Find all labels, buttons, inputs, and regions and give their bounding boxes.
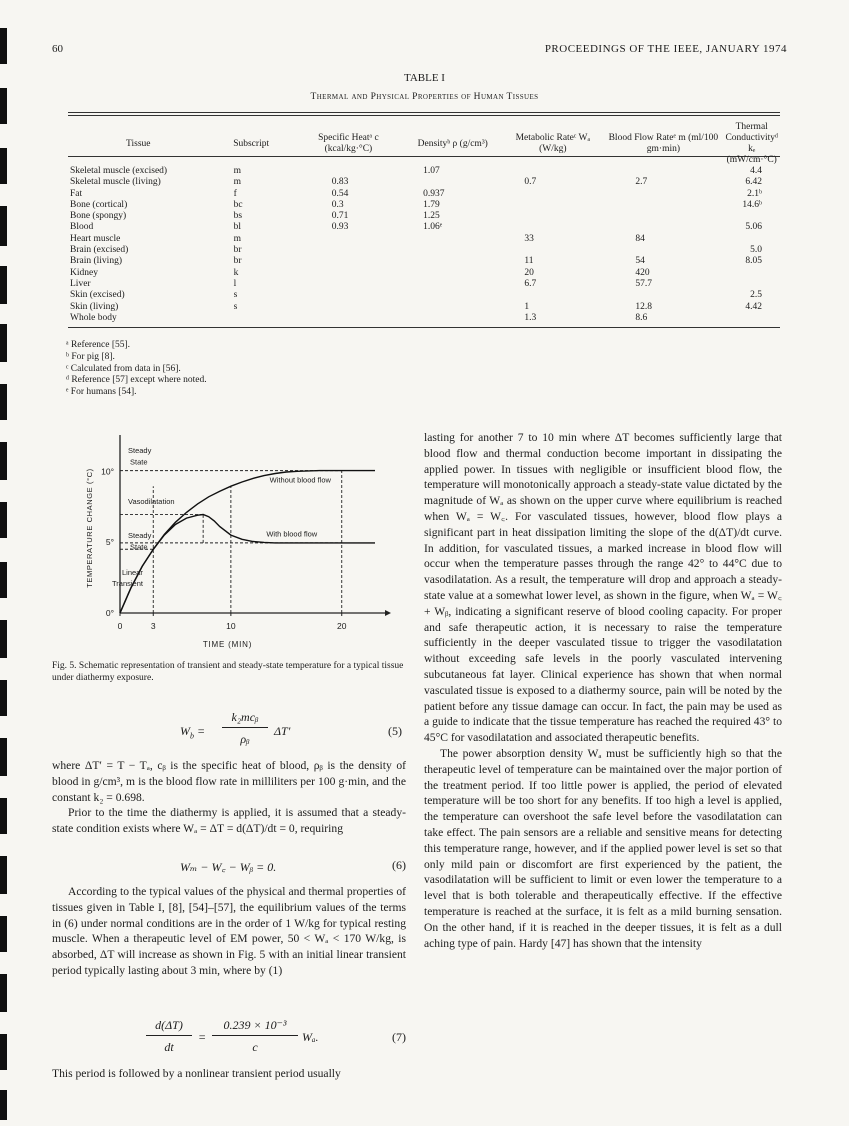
column-header: Metabolic Rateᶜ Wₐ (W/kg) — [515, 133, 591, 154]
eq7-numerator: d(ΔT) — [155, 1018, 183, 1032]
table-cell: 6.42 — [745, 177, 762, 188]
table-cell: 2.7 — [635, 177, 648, 188]
table-cell — [502, 290, 603, 301]
table-row — [68, 256, 780, 267]
table-cell — [603, 290, 723, 301]
table-cell: 12.8 — [635, 301, 652, 312]
table-row — [68, 166, 780, 177]
column-header: Tissue — [126, 138, 151, 149]
table-cell: bl — [233, 222, 241, 233]
table-cell — [502, 211, 603, 222]
table-cell — [294, 256, 403, 267]
table-cell: 4.42 — [745, 301, 762, 312]
table-cell — [603, 189, 723, 200]
eq7-denominator: dt — [164, 1040, 174, 1054]
table-cell: bs — [233, 211, 243, 222]
binding-mark — [0, 324, 7, 362]
x-axis-label: TIME (MIN) — [202, 640, 253, 649]
eq5-denominator: ρᵦ — [240, 732, 250, 746]
table-cell — [294, 313, 403, 324]
table-row — [68, 189, 780, 200]
binding-mark — [0, 738, 7, 776]
tissue-properties-table — [68, 122, 780, 324]
right-column-text — [424, 430, 782, 951]
table-cell: 0.93 — [331, 222, 349, 233]
table-cell — [294, 166, 403, 177]
footnote: ᶜ Calculated from data in [56]. — [66, 363, 181, 374]
binding-mark — [0, 206, 7, 246]
table-cell: 5.0 — [750, 245, 762, 256]
binding-mark — [0, 442, 7, 480]
paragraph: where ΔT′ = T − Tₐ, cᵦ is the specific heat of blood, ρᵦ is the density of blood in g/cm³, m is the blood flow rate in milliliters per 100 g·min, and the constant k₂ = 0.698. — [52, 759, 406, 804]
binding-mark — [0, 1090, 7, 1120]
eq7-mid-fraction-bar — [212, 1035, 298, 1036]
table-cell — [294, 234, 403, 245]
x-tick-label: 0 — [117, 621, 123, 631]
footnote: ᵈ Reference [57] except where noted. — [66, 375, 207, 386]
table-cell — [603, 245, 723, 256]
table-cell: Kidney — [70, 267, 98, 278]
table-cell — [403, 302, 502, 313]
annotation-label: With blood flow — [266, 529, 318, 539]
table-subtitle: Thermal and Physical Properties of Human Tissues — [310, 92, 539, 102]
annotation-label: Transient — [112, 579, 143, 589]
binding-mark — [0, 384, 7, 420]
table-cell: 420 — [635, 267, 650, 278]
binding-mark — [0, 1034, 7, 1070]
table-cell: 0.937 — [423, 188, 445, 199]
table-cell: 1 — [524, 301, 530, 312]
table-cell: 8.05 — [745, 256, 762, 267]
table-row — [68, 245, 780, 256]
table-cell: Bone (spongy) — [70, 211, 127, 222]
eq5-rhs: ΔT′ — [274, 724, 291, 738]
table-cell: 20 — [524, 267, 534, 278]
x-tick-label: 10 — [226, 621, 236, 631]
eq6-number: (6) — [392, 858, 406, 872]
table-cell — [603, 166, 723, 177]
footnote: ᵃ Reference [55]. — [66, 340, 131, 350]
column-header: Blood Flow Rateᵉ m (ml/100 gm·min) — [608, 133, 719, 154]
paragraph: This period is followed by a nonlinear transient period usually — [52, 1067, 341, 1080]
column-header: Thermal Conductivityᵈ kₑ (mW/cm·°C) — [725, 122, 779, 165]
table-row — [68, 200, 780, 211]
table-cell: 6.7 — [524, 278, 537, 289]
table-row — [68, 290, 780, 301]
table-cell — [209, 313, 294, 324]
table-cell: Skin (excised) — [70, 290, 125, 301]
left-column-text-3 — [52, 1066, 406, 1082]
table-cell — [502, 245, 603, 256]
table-cell — [294, 268, 403, 279]
table-cell — [294, 245, 403, 256]
y-axis-label: TEMPERATURE CHANGE (°C) — [85, 468, 94, 588]
table-cell — [502, 189, 603, 200]
table-cell: l — [233, 278, 237, 289]
table-cell — [723, 268, 780, 279]
column-header: Densityᵇ ρ (g/cm³) — [417, 138, 488, 149]
eq7-fraction-bar — [146, 1035, 192, 1036]
footnote: ᵉ For humans [54]. — [66, 387, 137, 398]
table-cell: 1.79 — [423, 199, 440, 210]
footnote: ᵇ For pig [8]. — [66, 351, 115, 362]
page-number: 60 — [52, 43, 63, 55]
column-header: Subscript — [233, 138, 270, 149]
binding-mark — [0, 856, 7, 894]
table-cell: 0.3 — [331, 199, 344, 210]
table-cell: 0.71 — [331, 211, 349, 222]
table-row — [68, 302, 780, 313]
table-cell: 84 — [635, 233, 645, 244]
table-cell: 2.1ᵇ — [747, 188, 762, 199]
table-cell: 14.6ᵇ — [742, 199, 762, 210]
annotation-label: State — [130, 542, 148, 552]
table-cell — [403, 268, 502, 279]
x-tick-label: 20 — [337, 621, 347, 631]
table-cell: Skeletal muscle (living) — [70, 177, 161, 188]
table-cell: 1.25 — [423, 211, 440, 222]
table-cell: 5.06 — [745, 222, 762, 233]
table-cell — [403, 256, 502, 267]
table-cell — [603, 200, 723, 211]
x-tick-label: 3 — [150, 621, 156, 631]
eq5-number: (5) — [388, 724, 402, 738]
table-cell: Skin (living) — [70, 301, 119, 312]
y-tick-label: 0° — [105, 608, 114, 618]
y-tick-label: 5° — [105, 537, 114, 548]
table-cell: Fat — [70, 188, 83, 199]
figure-caption: Fig. 5. Schematic representation of transient and steady-state temperature for a typical tissue under diathermy exposure. — [52, 661, 404, 683]
table-cell: m — [233, 233, 241, 244]
annotation-label: Vasodilatation — [128, 496, 175, 506]
eq7-mid-numerator: 0.239 × 10⁻³ — [223, 1018, 287, 1032]
binding-mark — [0, 502, 7, 538]
table-cell — [723, 211, 780, 222]
binding-mark — [0, 680, 7, 716]
table-cell: Blood — [70, 222, 94, 233]
table-cell — [723, 279, 780, 290]
table-cell: bc — [233, 199, 243, 210]
eq7-equals: = — [198, 1030, 207, 1044]
eq7-number: (7) — [392, 1030, 406, 1044]
binding-mark — [0, 562, 7, 598]
table-cell: Whole body — [70, 312, 117, 323]
eq5-numerator: k₂mcᵦ — [231, 710, 259, 724]
table-cell: Bone (cortical) — [70, 199, 128, 210]
table-cell: 2.5 — [750, 290, 762, 301]
table-cell: 4.4 — [750, 166, 762, 176]
eq6-body: Wₘ − W꜀ − Wᵦ = 0. — [180, 860, 277, 874]
y-tick-label: 10° — [101, 466, 114, 477]
binding-mark — [0, 266, 7, 304]
table-cell — [603, 211, 723, 222]
table-cell: 0.54 — [331, 188, 349, 199]
table-cell: Liver — [70, 278, 91, 289]
table-cell — [294, 302, 403, 313]
table-cell: 0.83 — [331, 177, 349, 188]
table-row — [68, 177, 780, 188]
eq5-lhs: $W_b$ = — [180, 724, 206, 741]
table-cell — [294, 290, 403, 301]
table-top-rule — [68, 112, 780, 113]
table-cell: 11 — [524, 256, 534, 267]
table-cell: Skeletal muscle (excised) — [70, 166, 168, 176]
equation-7 — [52, 1018, 406, 1060]
table-cell: m — [233, 177, 241, 188]
table-cell: 0.7 — [524, 177, 537, 188]
table-footnotes — [66, 340, 207, 399]
annotation-label: State — [130, 457, 148, 467]
table-cell: m — [233, 166, 241, 176]
running-title: PROCEEDINGS OF THE IEEE, JANUARY 1974 — [544, 43, 787, 55]
table-cell: Heart muscle — [70, 233, 121, 244]
left-column-text — [52, 758, 406, 837]
table-cell: k — [233, 267, 239, 278]
eq7-mid-denominator: c — [252, 1040, 258, 1054]
binding-mark — [0, 148, 7, 184]
eq5-fraction-bar — [222, 727, 268, 728]
equation-6 — [52, 858, 406, 878]
table-cell — [403, 177, 502, 188]
table-cell — [723, 234, 780, 245]
table-cell — [403, 234, 502, 245]
left-column-text-2 — [52, 884, 406, 979]
table-cell — [502, 200, 603, 211]
table-row — [68, 211, 780, 222]
table-cell — [403, 313, 502, 324]
annotation-label: Without blood flow — [269, 475, 331, 485]
binding-mark — [0, 28, 7, 64]
paragraph: According to the typical values of the physical and thermal properties of tissues given in Table I, [8], [54]–[57], the equilibrium values of the terms in (6) under normal conditions are in the order of 1 W/kg for typical resting muscle. When a therapeutic level of EM power, 50 < Wₐ < 170 W/kg, is absorbed, ΔT will increase as shown in Fig. 5 with an initial linear transient period typically lasting about 3 min, where by (1) — [52, 885, 406, 977]
paragraph: Prior to the time the diathermy is applied, it is assumed that a steady-state condition exists where Wₐ = ΔT = d(ΔT)/dt = 0, requiring — [52, 806, 406, 836]
table-cell — [502, 222, 603, 233]
table-cell — [603, 222, 723, 233]
table-body — [68, 166, 780, 324]
binding-mark — [0, 620, 7, 658]
table-row — [68, 222, 780, 233]
table-bottom-rule — [68, 327, 780, 328]
table-cell: f — [233, 188, 237, 199]
paragraph: The power absorption density Wₐ must be sufficiently high so that the therapeutic level of temperature can be maintained over the major portion of the treatment period. If too little power is applied, the period of elevated temperature will be too short for any benefits. If too high a level is applied, the temperature can overshoot the safe level before the vasodilatation can take effect. The pain sensors are a reliable and sensitive means for detecting this temperature range, however, and if the applied power level is set so that only mild pain or discomfort are first experienced by the patient, the vasodilatation will be sufficient to limit or even lower the temperature to a level that is both tolerable and therapeutically effective. If the effective temperature is reached at the surface, it is felt as a mild burning sensation. On the other hand, if it is reached in the deeper tissues, it is felt as a dull aching type of pain. Hardy [47] has shown that the intensity — [424, 746, 782, 950]
column-header: Specific Heatᵃ c (kcal/kg·°C) — [318, 133, 379, 154]
table-row — [68, 279, 780, 290]
table-cell: Brain (excised) — [70, 245, 129, 256]
eq7-rhs: Wₐ. — [302, 1030, 319, 1044]
table-row — [68, 313, 780, 324]
table-cell: 57.7 — [635, 278, 652, 289]
table-top-rule-2 — [68, 115, 780, 116]
table-cell — [502, 166, 603, 177]
annotation-label: Linear — [122, 567, 143, 577]
temperature-chart — [80, 430, 400, 655]
table-cell: Brain (living) — [70, 256, 122, 267]
equation-5 — [180, 710, 410, 754]
table-cell: br — [233, 245, 242, 256]
table-cell — [403, 290, 502, 301]
table-cell: s — [233, 301, 238, 312]
table-cell — [723, 313, 780, 324]
table-cell — [403, 279, 502, 290]
table-header-row — [68, 122, 780, 166]
table-cell: 1.3 — [524, 312, 537, 323]
binding-mark — [0, 798, 7, 834]
x-axis-arrow — [385, 610, 391, 616]
table-cell — [403, 245, 502, 256]
binding-mark — [0, 974, 7, 1012]
table-cell: br — [233, 256, 242, 267]
series-line-with-blood-flow — [120, 515, 375, 614]
table-cell: 33 — [524, 233, 534, 244]
table-cell: 8.6 — [635, 312, 648, 323]
table-row — [68, 268, 780, 279]
annotation-label: Steady — [128, 445, 152, 455]
table-row — [68, 234, 780, 245]
table-cell: 1.06ᵉ — [423, 222, 443, 233]
table-cell — [294, 279, 403, 290]
table-title: TABLE I — [404, 72, 445, 84]
table-cell: 1.07 — [423, 166, 440, 176]
paragraph: lasting for another 7 to 10 min where ΔT becomes sufficiently large that blood flow and thermal conduction become important in dissipating the applied power. In tissues with negligible or insufficient blood flow, the temperature will monotonically approach a steady-state value dictated by the magnitude of Wₐ as shown on the upper curve where equilibrium is reached when Wₐ = W꜀. For vasculated tissues, however, blood flow plays a significant part in heat dissipation limiting the slope of the d(ΔT)/dt curve. In addition, for vasculated tissues, a marked increase in blood flow will occur when the temperature passes through the range 42° to 44°C due to vasodilatation. As a result, the temperature will drop and approach a steady-state value at a somewhat lower level, as shown in the figure, when Wₐ = W꜀ + Wᵦ, indicating a significant reserve of blood cooling capacity. For proper and safe therapeutic action, it is necessary to raise the temperature sufficiently in the deeper vasculated tissue to trigger the vasodilatation without exceeding safe levels in the poorly vasculated intervening subcutaneous fat layer. Clinical experience has shown that when normal vasculated tissue is exposed to a diathermy source, pain will be noted by the patient before any tissue damage can occur. In fact, the pain may be used as a guide to indicate that the tissue temperature has reached the required 43° to 45°C for vasodilatation and associated therapeutic benefits. — [424, 431, 782, 745]
table-cell: 54 — [635, 256, 645, 267]
table-cell: s — [233, 290, 238, 301]
annotation-label: Steady — [128, 530, 152, 540]
binding-mark — [0, 916, 7, 952]
